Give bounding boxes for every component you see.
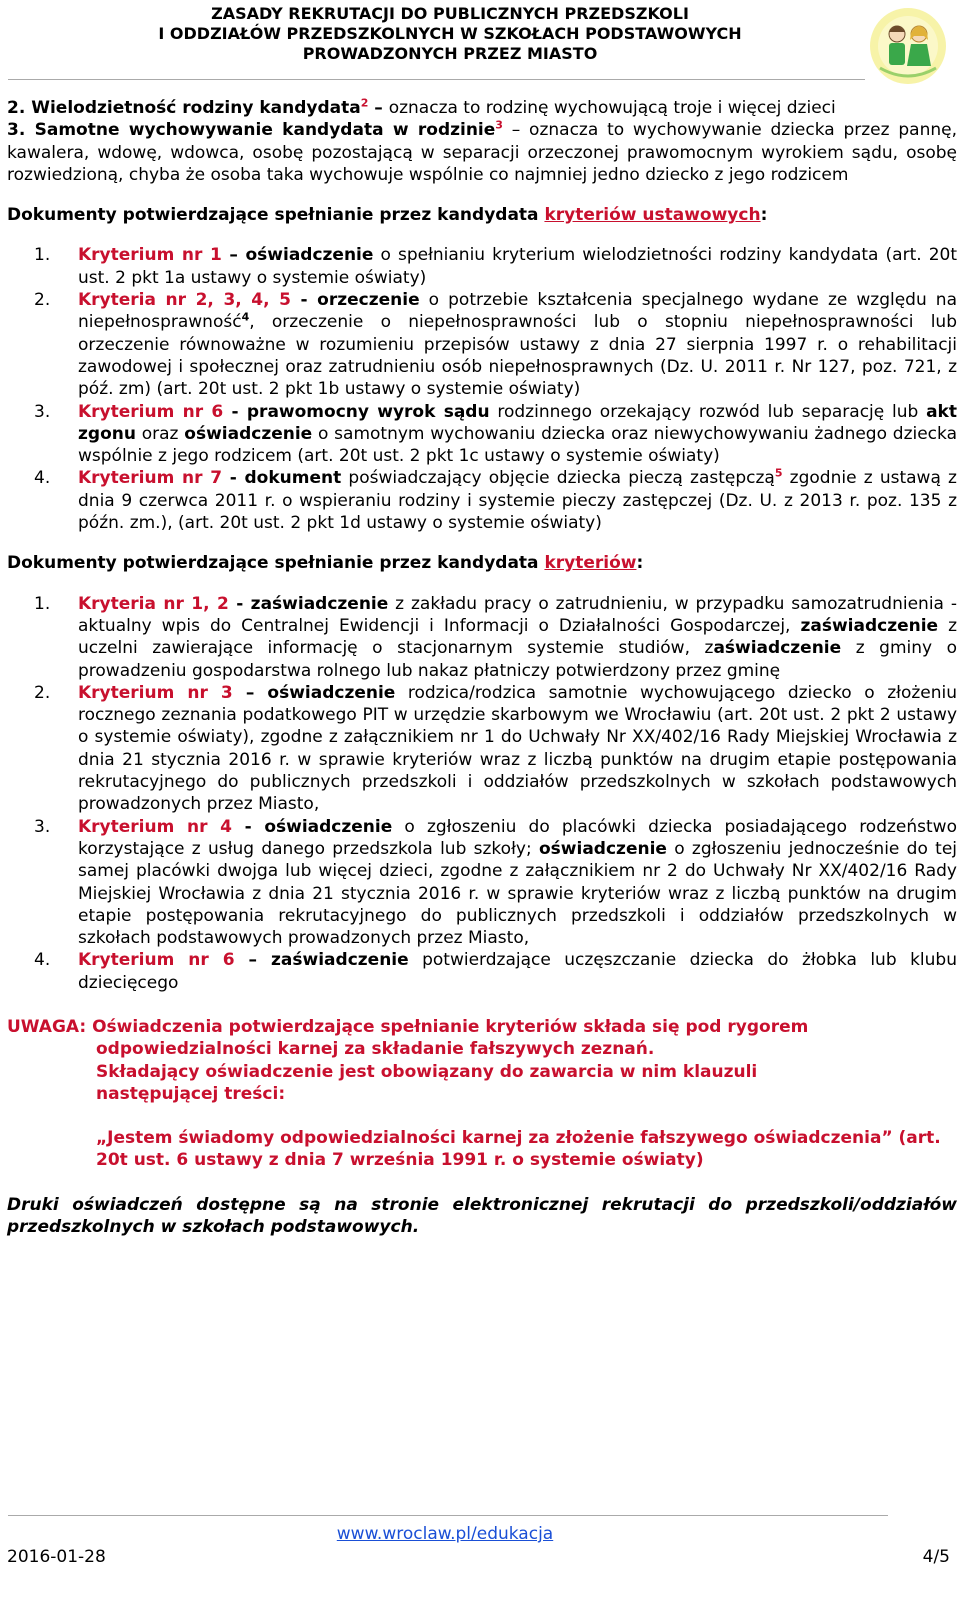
criterion-label: Kryterium nr 4	[78, 816, 232, 837]
section-criteria-heading-text: Dokumenty potwierdzające spełnianie przez kandydata	[7, 553, 545, 574]
header-title	[120, 4, 780, 64]
document-description: potwierdzające uczęszczanie dziecka do żłobka lub klubu dziecięcego	[78, 950, 957, 993]
definition-2-text: oznacza to rodzinę wychowującą troje i więcej dzieci	[388, 98, 836, 118]
document-description-cont: o zgłoszeniu jednocześnie do tej samej placówki dwojga lub więcej dzieci, zgodne z załącznikiem nr 2 do Uchwały Nr XX/402/16 Rady Miejskiej Wrocławia z dnia 21 stycznia 2016 r. w sprawie kryteriów wraz z liczbą punktów na drugim etapie postępowania rekrutacyjnego do publicznych przedszkoli i oddziałów przedszkolnych w szkołach podstawowych prowadzonych przez Miasto,	[78, 838, 957, 949]
footer-link[interactable]: www.wroclaw.pl/edukacja	[336, 1524, 554, 1544]
list-item-number: 3.	[34, 401, 51, 422]
warning-line-1: Oświadczenia potwierdzające spełnianie kryteriów składa się pod rygorem	[92, 1016, 809, 1037]
document-type: zaświadczenie	[250, 593, 389, 614]
list-item	[7, 244, 957, 289]
criterion-dash: –	[221, 245, 246, 266]
header-line-3: PROWADZONYCH PRZEZ MIASTO	[302, 44, 598, 63]
criterion-dash: -	[222, 468, 245, 489]
criterion-dash: -	[231, 816, 265, 837]
statutory-documents-list	[7, 244, 957, 534]
definition-2-dash: –	[368, 98, 389, 118]
criterion-label: Kryterium nr 6	[78, 950, 235, 971]
criterion-label: Kryterium nr 3	[78, 682, 233, 703]
section-statutory-heading	[7, 204, 957, 226]
section-criteria-heading-colon: :	[636, 553, 644, 574]
document-description: o zgłoszeniu do placówki dziecka posiadającego rodzeństwo korzystające z usług danego przedszkola lub szkoły;	[78, 816, 957, 859]
criteria-documents-list	[7, 593, 957, 994]
list-item-number: 1.	[34, 593, 51, 614]
section-statutory-heading-colon: :	[760, 205, 768, 226]
criterion-label: Kryteria nr 2, 3, 4, 5	[78, 290, 291, 311]
section-statutory-heading-text: Dokumenty potwierdzające spełnianie przez kandydata	[7, 205, 545, 226]
footer-divider	[8, 1515, 888, 1516]
document-type: oświadczenie	[267, 682, 396, 703]
definition-3-text: – oznacza to wychowywanie dziecka przez pannę, kawalera, wdowę, wdowca, osobę pozostającą w separacji orzeczonej prawomocnym wyrokiem sądu, osobę rozwiedzioną, chyba że osoba taka wychowuje wspólnie co najmniej jedno dziecko z jego rodzicem	[7, 120, 957, 185]
definition-2-lead: 2. Wielodzietność rodziny kandydata	[7, 98, 361, 118]
document-type: oświadczenie	[264, 816, 393, 837]
warning-line-3: Składający oświadczenie jest obowiązany do zawarcia w nim klauzuli	[96, 1061, 758, 1082]
list-item	[7, 682, 957, 816]
list-item-number: 1.	[34, 245, 51, 266]
document-type-3: oświadczenie	[184, 423, 313, 444]
document-type-3: aświadczenie	[713, 638, 842, 659]
list-item-number: 2.	[34, 290, 51, 311]
document-description: rodzica/rodzica samotnie wychowującego dziecko o złożeniu rocznego zeznania podatkowego PIT w urzędzie skarbowym we Wrocławiu (art. 20t ust. 2 pkt 2 ustawy o systemie oświaty), zgodne z załącznikiem nr 1 do Uchwały Nr XX/402/16 Rady Miejskiej Wrocławia z dnia 21 stycznia 2016 r. w sprawie kryteriów wraz z liczbą punktów na drugim etapie postępowania rekrutacyjnego do publicznych przedszkoli i oddziałów przedszkolnych w szkołach podstawowych prowadzonych przez Miasto,	[78, 682, 958, 815]
criterion-label: Kryteria nr 1, 2	[78, 593, 229, 614]
criterion-dash: -	[223, 401, 247, 422]
document-description-cont: zgodnie z ustawą z dnia 9 czerwca 2011 r. o wspieraniu rodziny i systemie pieczy zastępczej (Dz. U. z 2013 r. poz. 135 z późn. zm.), (art. 20t ust. 2 pkt 1d ustawy o systemie oświaty)	[78, 468, 957, 534]
definition-3-lead: 3. Samotne wychowywanie kandydata w rodzinie	[7, 120, 496, 141]
criterion-label: Kryterium nr 6	[78, 401, 224, 422]
logo-children-icon	[868, 6, 948, 86]
document-description: z zakładu pracy o zatrudnieniu, w przypadku samozatrudnienia - aktualny wpis do Centralnej Ewidencji i Informacji o Działalności Gospodarczej,	[78, 593, 957, 636]
document-type: dokument	[244, 468, 342, 489]
document-type: orzeczenie	[317, 290, 420, 311]
header-divider	[8, 79, 865, 80]
document-description-cont: , orzeczenie o niepełnosprawności lub o stopniu niepełnosprawności lub orzeczenie równoważne w rozumieniu przepisów ustawy z dnia 27 sierpnia 1997 r. o rehabilitacji zawodowej i społecznej oraz zatrudnieniu osób niepełnosprawnych (Dz. U. 2011 r. Nr 127, poz. 721, z póź. zm) (art. 20t ust. 2 pkt 1b ustawy o systemie oświaty)	[78, 312, 957, 400]
list-item	[7, 467, 957, 534]
document-description-end: z gminy o prowadzeniu gospodarstwa rolnego lub nakaz płatniczy potwierdzony przez gminę	[78, 638, 957, 681]
list-item	[7, 949, 957, 994]
criterion-dash: –	[232, 682, 268, 703]
footnote-ref-3: 3	[495, 118, 503, 132]
list-item-number: 2.	[34, 682, 51, 703]
document-type-2: akt zgonu	[78, 401, 957, 444]
footnote-ref-4: 4	[241, 310, 250, 324]
warning-block	[7, 1016, 957, 1105]
list-item-number: 4.	[34, 950, 51, 971]
document-description: rodzinnego orzekający rozwód lub separację lub	[489, 401, 927, 422]
criterion-dash: –	[234, 950, 272, 971]
warning-line-4: następującej treści:	[96, 1083, 286, 1104]
criterion-label: Kryterium nr 7	[78, 468, 223, 489]
page-content	[7, 97, 957, 1238]
footer-date: 2016-01-28	[7, 1547, 106, 1567]
document-type-2: oświadczenie	[539, 838, 667, 859]
list-item	[7, 816, 957, 950]
header-line-2: I ODDZIAŁÓW PRZEDSZKOLNYCH W SZKOŁACH PODSTAWOWYCH	[158, 24, 742, 43]
forms-availability-note: Druki oświadczeń dostępne są na stronie elektronicznej rekrutacji do przedszkoli/oddziałów przedszkolnych w szkołach podstawowych.	[7, 1194, 957, 1238]
list-item-number: 3.	[34, 816, 51, 837]
list-item	[7, 593, 957, 682]
page-number: 4/5	[922, 1547, 950, 1567]
document-description: poświadczający objęcie dziecka pieczą zastępczą	[341, 468, 775, 489]
list-item	[7, 289, 957, 400]
header-line-1: ZASADY REKRUTACJI DO PUBLICZNYCH PRZEDSZKOLI	[211, 4, 689, 23]
criteria-link[interactable]: kryteriów	[544, 553, 637, 574]
definition-2	[7, 97, 957, 119]
document-description-end: o samotnym wychowaniu dziecka oraz niewychowywaniu żadnego dziecka wspólnie z jego rodzicem (art. 20t ust. 2 pkt 1c ustawy o systemie oświaty)	[78, 423, 957, 467]
criterion-dash: -	[290, 290, 318, 311]
warning-line-2: odpowiedzialności karnej za składanie fałszywych zeznań.	[96, 1039, 655, 1060]
footnote-ref-2: 2	[360, 96, 369, 110]
warning-label: UWAGA:	[7, 1016, 93, 1037]
list-item	[7, 401, 957, 468]
document-description-cont: z uczelni zawierające informację o stacjonarnym systemie studiów, z	[78, 615, 957, 659]
statutory-criteria-link[interactable]: kryteriów ustawowych	[544, 205, 761, 226]
definition-3	[7, 119, 957, 186]
document-type: zaświadczenie	[271, 950, 409, 971]
document-type: oświadczenie	[245, 245, 374, 266]
document-description: o potrzebie kształcenia specjalnego wydane ze względu na niepełnosprawność	[78, 290, 957, 333]
clause-quote: „Jestem świadomy odpowiedzialności karnej za złożenie fałszywego oświadczenia” (art. 20t ust. 6 ustawy z dnia 7 września 1991 r. o systemie oświaty)	[96, 1128, 941, 1171]
criterion-label: Kryterium nr 1	[78, 245, 222, 266]
document-type-2: zaświadczenie	[800, 615, 939, 636]
section-criteria-heading	[7, 552, 957, 574]
criterion-dash: -	[228, 593, 251, 614]
page-header	[0, 0, 960, 90]
footnote-ref-5: 5	[774, 466, 783, 480]
list-item-number: 4.	[34, 468, 51, 489]
document-description-cont: oraz	[135, 423, 185, 444]
document-type: prawomocny wyrok sądu	[246, 401, 490, 422]
document-description: o spełnianiu kryterium wielodzietności rodziny kandydata (art. 20t ust. 2 pkt 1a ustawy o systemie oświaty)	[78, 245, 957, 288]
